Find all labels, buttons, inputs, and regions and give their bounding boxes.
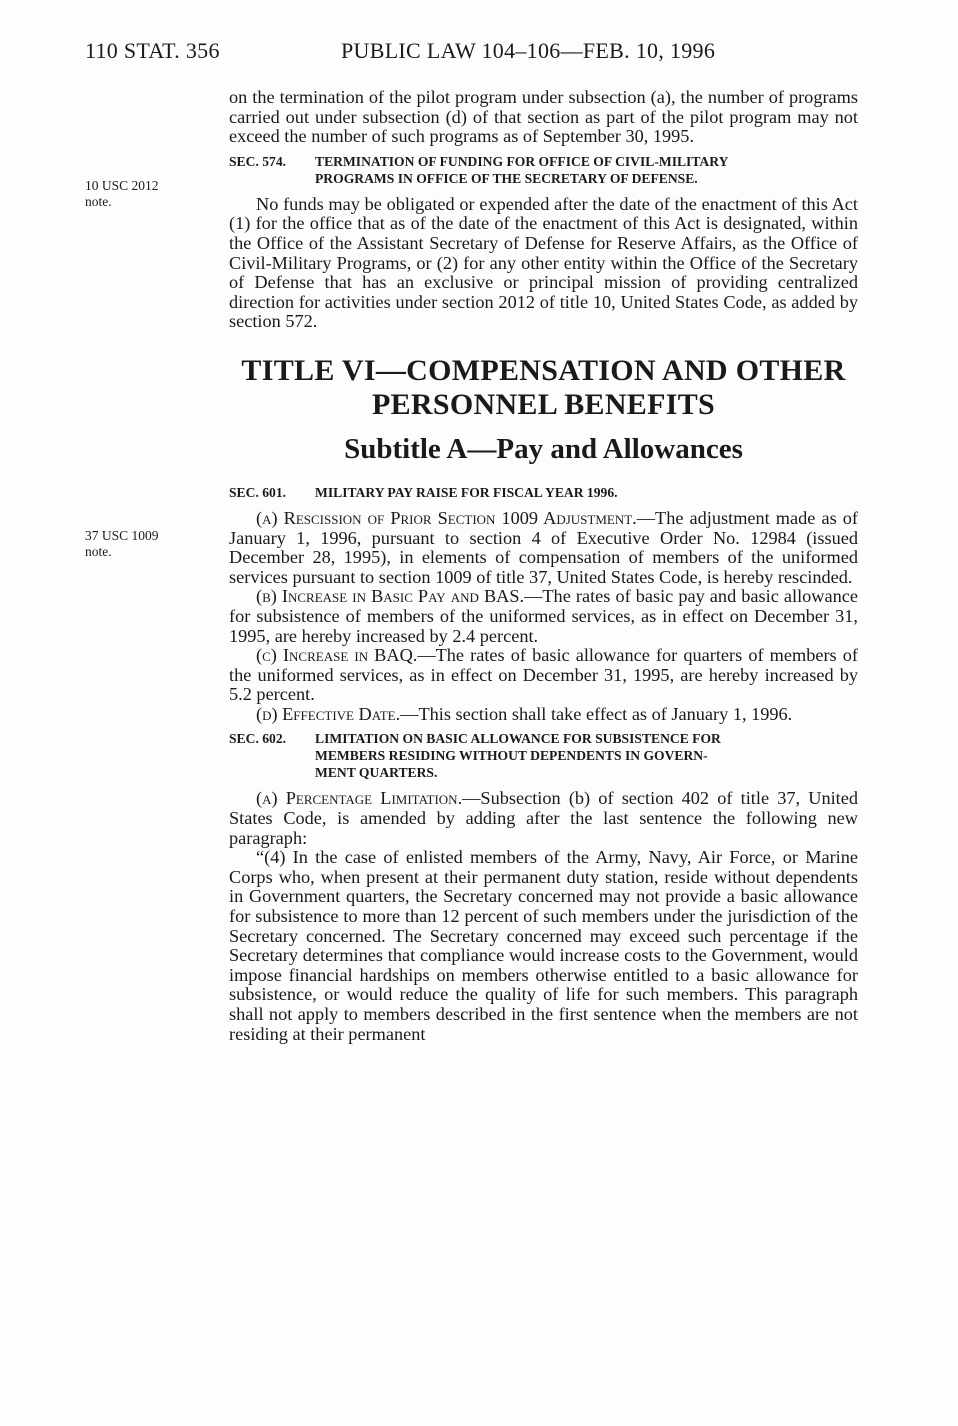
subsection-heading: (a) Percentage Limitation. [256, 788, 463, 809]
margin-note-citation: 37 USC 1009 [85, 528, 159, 543]
margin-note-label: note. [85, 544, 112, 559]
page-reference: 110 STAT. 356 [85, 38, 220, 63]
law-reference: PUBLIC LAW 104–106—FEB. 10, 1996 [341, 38, 716, 63]
section-number: SEC. 574. [229, 153, 287, 169]
margin-note-37-usc-1009 [85, 528, 159, 560]
section-number: SEC. 602. [229, 731, 287, 747]
subsection-heading: (a) Rescission of Prior Section 1009 Adjustment. [256, 507, 637, 528]
sec-602-heading [229, 730, 858, 781]
intro-paragraph: on the termination of the pilot program under subsection (a), the number of programs carried out under subsection (d) of that section as part of the pilot program may not exceed the number of such programs as of September 30, 1995. [229, 87, 858, 147]
sec-601-heading [229, 484, 858, 501]
subsection-text: —Subsection (b) of section 402 of title 37, United States Code, is amended by adding after the last sentence the following new paragraph: [229, 788, 858, 848]
margin-note-label: note. [85, 194, 112, 209]
subsection-heading: (b) Increase in Basic Pay and BAS. [256, 586, 525, 607]
sec-602-quoted-paragraph: “(4) In the case of enlisted members of the Army, Navy, Air Force, or Marine Corps who, when present at their permanent duty station, reside without dependents in Government quarters, the Secretary concerned may not provide a basic allowance for subsistence to more than 12 percent of such members under the jurisdiction of the Secretary concerned. The Secretary concerned may exceed such percentage if the Secretary determines that compliance would increase costs to the Government, would impose financial hardships on members otherwise entitled to a basic allowance for subsistence, or would reduce the quality of life for such members. This paragraph shall not apply to members described in the first sentence when the members are not residing at their permanent [229, 847, 858, 1044]
section-number: SEC. 601. [229, 484, 287, 500]
subsection-text: —This section shall take effect as of January 1, 1996. [400, 703, 793, 724]
subsection-heading: (c) Increase in BAQ. [256, 645, 418, 666]
sec-601-c [229, 646, 858, 705]
subsection-text: —The adjustment made as of January 1, 1996, pursuant to section 4 of Executive Order No. 12984 (issued December 28, 1995), in elements of compensation of members of the uniformed services pursuant to section 1009 of title 37, United States Code, is hereby rescinded. [229, 507, 858, 587]
sec-601-b [229, 587, 858, 646]
section-title-line: LIMITATION ON BASIC ALLOWANCE FOR SUBSISTENCE FOR [315, 731, 721, 747]
section-title-line: TERMINATION OF FUNDING FOR OFFICE OF CIVIL-MILITARY [315, 153, 729, 169]
section-title-line: MEMBERS RESIDING WITHOUT DEPENDENTS IN GOVERN- [315, 748, 708, 764]
subsection-heading: (d) Effective Date. [256, 703, 401, 724]
margin-note-citation: 10 USC 2012 [85, 178, 159, 193]
section-title-line: PROGRAMS IN OFFICE OF THE SECRETARY OF DEFENSE. [315, 170, 698, 186]
subsection-text: —The rates of basic allowance for quarters of members of the uniformed services, as in effect on December 31, 1995, are hereby increased by 5.2 percent. [229, 645, 858, 705]
margin-note-10-usc-2012 [85, 178, 159, 210]
document-body [229, 88, 858, 1044]
title-line: PERSONNEL BENEFITS [371, 387, 715, 421]
section-title-line: MENT QUARTERS. [315, 765, 438, 781]
title-line: TITLE VI—COMPENSATION AND OTHER [241, 353, 846, 387]
subsection-text: —The rates of basic pay and basic allowance for subsistence of members of the uniformed services, as in effect on December 31, 1995, are hereby increased by 2.4 percent. [229, 586, 858, 646]
sec-574-body: No funds may be obligated or expended after the date of the enactment of this Act (1) for the office that as of the date of the enactment of this Act is designated, within the Office of the Assistant Secretary of Defense for Reserve Affairs, as the Office of Civil-Military Programs, or (2) for any other entity within the Office of the Secretary of Defense that has an exclusive or principal mission of providing centralized direction for activities under section 2012 of title 10, United States Code, as added by section 572. [229, 193, 858, 332]
sec-574-heading [229, 153, 858, 187]
subtitle-a-heading: Subtitle A—Pay and Allowances [344, 432, 743, 465]
sec-602-a [229, 789, 858, 848]
sec-601-d [229, 705, 858, 725]
page-header [85, 38, 716, 64]
sec-601-a [229, 509, 858, 587]
section-title-line: MILITARY PAY RAISE FOR FISCAL YEAR 1996. [315, 484, 618, 500]
title-vi-heading [229, 354, 858, 422]
